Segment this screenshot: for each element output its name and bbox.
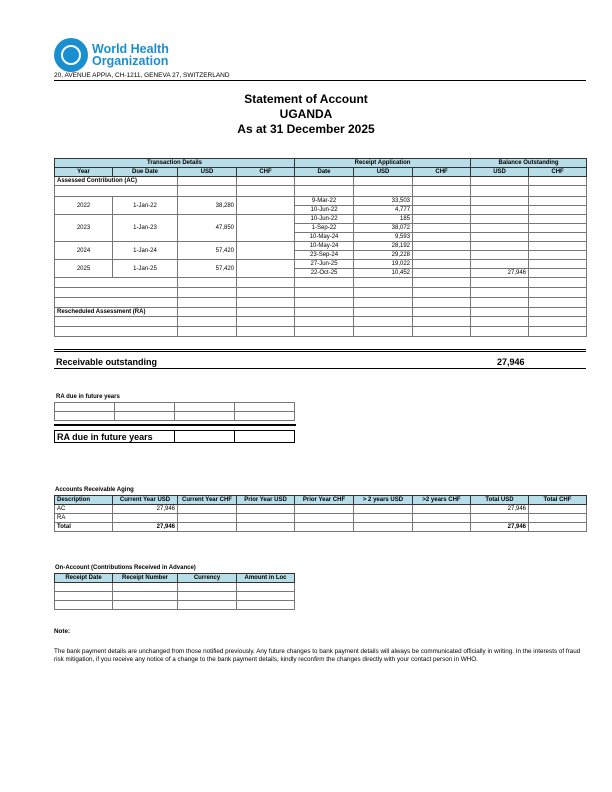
aging-cell bbox=[354, 523, 413, 532]
column-header: >2 years CHF bbox=[413, 496, 471, 505]
who-emblem-icon bbox=[54, 38, 88, 72]
table-row bbox=[55, 242, 587, 251]
column-header: CHF bbox=[237, 168, 295, 177]
amount-usd-cell: 38,280 bbox=[178, 197, 237, 215]
receipt-date-cell: 22-Oct-25 bbox=[295, 269, 354, 278]
table-row bbox=[55, 514, 587, 523]
aging-cell bbox=[295, 514, 354, 523]
group-header: Transaction Details bbox=[55, 159, 295, 168]
year-cell: 2024 bbox=[55, 242, 113, 260]
ra-future-big-label: RA due in future years bbox=[55, 431, 175, 443]
aging-cell: RA bbox=[55, 514, 113, 523]
country: UGANDA bbox=[279, 107, 333, 121]
group-header: Receipt Application bbox=[295, 159, 471, 168]
amount-usd-cell: 47,850 bbox=[178, 215, 237, 242]
column-header: CHF bbox=[529, 168, 587, 177]
table-row bbox=[55, 215, 587, 224]
note-text: The bank payment details are unchanged from those notified previously. Any future changes to bank payment details will always be communicated officially in writing. In the interests of fraud risk mitigation, if you receive any notice of a change to the bank payment details, kindly reconfirm the changes directly with your contact person in WHO. bbox=[54, 648, 581, 663]
receipt-date-cell: 9-Mar-22 bbox=[295, 197, 354, 206]
aging-cell bbox=[178, 523, 237, 532]
receipt-usd-cell: 28,192 bbox=[354, 242, 413, 251]
receipt-date-cell: 10-Jun-22 bbox=[295, 215, 354, 224]
column-header: Current Year CHF bbox=[178, 496, 237, 505]
due-date-cell: 1-Jan-22 bbox=[113, 197, 178, 215]
receipt-usd-cell: 185 bbox=[354, 215, 413, 224]
aging-cell: Total bbox=[55, 523, 113, 532]
column-header: Currency bbox=[178, 574, 237, 583]
column-header: USD bbox=[354, 168, 413, 177]
receipt-date-cell: 10-May-24 bbox=[295, 242, 354, 251]
column-header: Prior Year CHF bbox=[295, 496, 354, 505]
who-logo bbox=[54, 38, 169, 72]
year-cell: 2025 bbox=[55, 260, 113, 278]
ra-future-total bbox=[54, 430, 295, 443]
amount-usd-cell: 57,420 bbox=[178, 260, 237, 278]
divider bbox=[54, 80, 586, 81]
year-cell: 2023 bbox=[55, 215, 113, 242]
year-cell: 2022 bbox=[55, 197, 113, 215]
receipt-usd-cell: 10,452 bbox=[354, 269, 413, 278]
due-date-cell: 1-Jan-25 bbox=[113, 260, 178, 278]
org-name-2: Organization bbox=[92, 54, 169, 68]
aging-cell bbox=[178, 514, 237, 523]
aging-cell bbox=[354, 505, 413, 514]
aging-title: Accounts Receivable Aging bbox=[55, 487, 134, 493]
column-header: Current Year USD bbox=[113, 496, 178, 505]
address: 20, AVENUE APPIA, CH-1211, GENEVA 27, SWITZERLAND bbox=[54, 72, 230, 79]
due-date-cell: 1-Jan-23 bbox=[113, 215, 178, 242]
ra-label: Rescheduled Assessment (RA) bbox=[55, 308, 178, 317]
aging-cell bbox=[237, 523, 295, 532]
column-header: Receipt Number bbox=[113, 574, 178, 583]
receipt-usd-cell: 38,072 bbox=[354, 224, 413, 233]
aging-cell bbox=[178, 505, 237, 514]
aging-cell bbox=[113, 514, 178, 523]
receipt-usd-cell: 33,503 bbox=[354, 197, 413, 206]
org-name-1: World Health bbox=[92, 42, 169, 56]
column-header: Receipt Date bbox=[55, 574, 113, 583]
balance-usd-cell: 27,946 bbox=[471, 269, 529, 278]
aging-cell bbox=[413, 523, 471, 532]
column-header: Total USD bbox=[471, 496, 529, 505]
receipt-date-cell: 1-Sep-22 bbox=[295, 224, 354, 233]
column-header: Date bbox=[295, 168, 354, 177]
ra-future-table bbox=[54, 402, 295, 421]
aging-cell: 27,946 bbox=[113, 505, 178, 514]
aging-cell bbox=[529, 523, 587, 532]
aging-cell bbox=[354, 514, 413, 523]
column-header: Amount in Loc bbox=[237, 574, 295, 583]
receipt-usd-cell: 19,022 bbox=[354, 260, 413, 269]
transaction-table bbox=[54, 158, 587, 337]
receipt-date-cell: 23-Sep-24 bbox=[295, 251, 354, 260]
receipt-date-cell: 10-May-24 bbox=[295, 233, 354, 242]
statement-title: Statement of Account bbox=[244, 92, 368, 106]
column-header: Due Date bbox=[113, 168, 178, 177]
aging-cell: 27,946 bbox=[113, 523, 178, 532]
ra-future-small-label: RA due in future years bbox=[56, 394, 120, 400]
aging-cell bbox=[471, 514, 529, 523]
receipt-date-cell: 27-Jun-25 bbox=[295, 260, 354, 269]
ac-label: Assessed Contribution (AC) bbox=[55, 177, 178, 186]
aging-table bbox=[54, 495, 587, 532]
aging-cell bbox=[237, 514, 295, 523]
receipt-date-cell: 10-Jun-22 bbox=[295, 206, 354, 215]
table-row bbox=[55, 505, 587, 514]
aging-cell: 27,946 bbox=[471, 523, 529, 532]
on-account-title: On-Account (Contributions Received in Advance) bbox=[55, 565, 196, 571]
aging-cell bbox=[529, 514, 587, 523]
aging-cell bbox=[529, 505, 587, 514]
column-header: Prior Year USD bbox=[237, 496, 295, 505]
aging-cell bbox=[413, 514, 471, 523]
table-row bbox=[55, 197, 587, 206]
receipt-usd-cell: 9,593 bbox=[354, 233, 413, 242]
aging-cell: AC bbox=[55, 505, 113, 514]
on-account-table bbox=[54, 573, 295, 610]
column-header: USD bbox=[178, 168, 237, 177]
group-header: Balance Outstanding bbox=[471, 159, 587, 168]
table-row bbox=[55, 523, 587, 532]
aging-cell bbox=[295, 523, 354, 532]
aging-cell bbox=[295, 505, 354, 514]
column-header: Year bbox=[55, 168, 113, 177]
as-at-date: As at 31 December 2025 bbox=[237, 122, 375, 136]
column-header: Total CHF bbox=[529, 496, 587, 505]
amount-usd-cell: 57,420 bbox=[178, 242, 237, 260]
column-header: Description bbox=[55, 496, 113, 505]
aging-cell bbox=[237, 505, 295, 514]
receipt-usd-cell: 29,228 bbox=[354, 251, 413, 260]
note-label: Note: bbox=[54, 628, 71, 635]
receivable-value: 27,946 bbox=[497, 357, 525, 367]
table-row bbox=[55, 260, 587, 269]
column-header: > 2 years USD bbox=[354, 496, 413, 505]
receivable-label: Receivable outstanding bbox=[56, 357, 158, 367]
column-header: USD bbox=[471, 168, 529, 177]
due-date-cell: 1-Jan-24 bbox=[113, 242, 178, 260]
aging-cell: 27,946 bbox=[471, 505, 529, 514]
column-header: CHF bbox=[413, 168, 471, 177]
receipt-usd-cell: 4,777 bbox=[354, 206, 413, 215]
aging-cell bbox=[413, 505, 471, 514]
